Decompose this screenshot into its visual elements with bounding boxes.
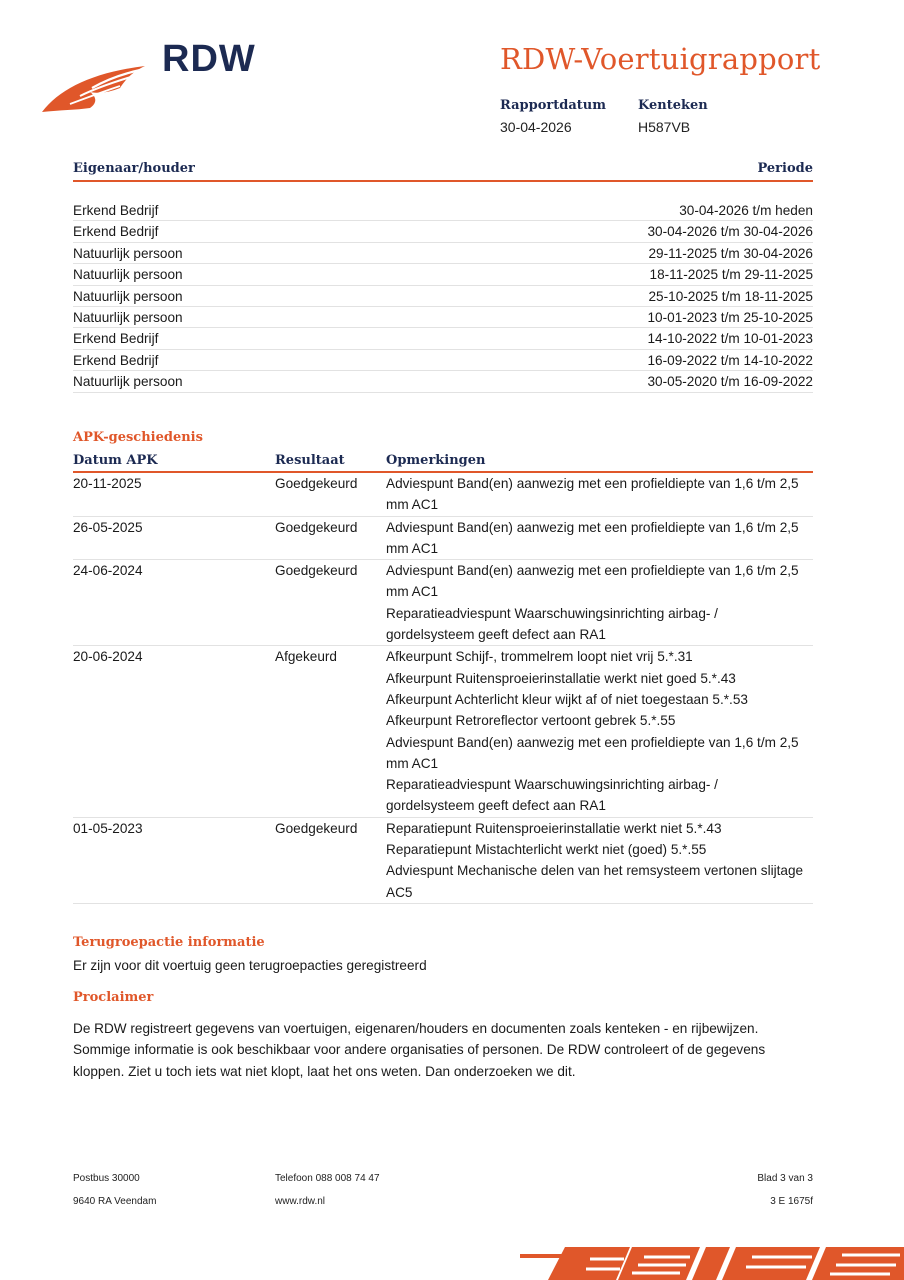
logo-text: RDW [162, 38, 256, 80]
apk-col-remarks: Opmerkingen [386, 453, 486, 468]
period-cell: 25-10-2025 t/m 18-11-2025 [648, 288, 813, 304]
table-row [73, 517, 813, 561]
owner-cell: Natuurlijk persoon [73, 245, 183, 261]
table-row [73, 818, 813, 904]
report-title: RDW-Voertuigrapport [500, 42, 821, 76]
owner-cell: Natuurlijk persoon [73, 374, 183, 390]
remark-line: Reparatiepunt Mistachterlicht werkt niet (goed) 5.*.55 [386, 842, 707, 858]
decorative-stripes-icon [520, 1243, 904, 1280]
report-date [500, 98, 606, 135]
owner-cell: Erkend Bedrijf [73, 203, 159, 218]
apk-result-cell: Goedgekeurd [275, 563, 358, 579]
report-date-value: 30-04-2026 [500, 119, 572, 135]
proclaimer-text [73, 1018, 793, 1082]
apk-remarks-cell [386, 818, 806, 903]
period-cell: 29-11-2025 t/m 30-04-2026 [648, 245, 813, 261]
table-row [73, 200, 813, 221]
footer-phone: Telefoon 088 008 74 47 [275, 1173, 380, 1184]
rdw-wing-icon [40, 58, 150, 120]
period-cell: 16-09-2022 t/m 14-10-2022 [647, 352, 813, 368]
apk-date-cell: 01-05-2023 [73, 820, 143, 836]
table-row [73, 243, 813, 264]
owner-cell: Natuurlijk persoon [73, 309, 183, 325]
table-row [73, 264, 813, 285]
owner-cell: Natuurlijk persoon [73, 267, 183, 283]
apk-table [73, 473, 813, 904]
report-date-label: Rapportdatum [500, 98, 606, 113]
remark-line: Reparatieadviespunt Waarschuwingsinrichting airbag- / gordelsysteem geeft defect aan RA1 [386, 777, 718, 814]
apk-col-date: Datum APK [73, 453, 158, 468]
period-cell: 14-10-2022 t/m 10-01-2023 [647, 331, 813, 347]
proclaimer-line: De RDW registreert gegevens van voertuigen, eigenaren/houders en documenten zoals kenteken - en rijbewijzen. [73, 1021, 759, 1036]
owners-table [73, 200, 813, 393]
apk-result-cell: Goedgekeurd [275, 476, 358, 491]
apk-remarks-cell [386, 560, 806, 645]
recall-section-title: Terugroepactie informatie [73, 935, 265, 950]
apk-col-result: Resultaat [275, 453, 345, 468]
apk-remarks-cell [386, 646, 806, 816]
apk-section-title: APK-geschiedenis [73, 430, 203, 445]
footer-postbus: Postbus 30000 [73, 1173, 140, 1184]
remark-line: Afkeurpunt Achterlicht kleur wijkt af of niet toegestaan 5.*.53 [386, 691, 748, 707]
owners-col-period: Periode [757, 161, 813, 176]
apk-date-cell: 20-11-2025 [73, 476, 142, 491]
table-row [73, 371, 813, 392]
footer-page-number: Blad 3 van 3 [757, 1173, 813, 1184]
period-cell: 30-04-2026 t/m heden [679, 203, 813, 218]
period-cell: 30-05-2020 t/m 16-09-2022 [647, 374, 813, 390]
footer-code: 3 E 1675f [770, 1196, 813, 1207]
table-row [73, 646, 813, 817]
owner-cell: Natuurlijk persoon [73, 288, 183, 304]
period-cell: 10-01-2023 t/m 25-10-2025 [647, 309, 813, 325]
table-row [73, 328, 813, 349]
footer-city: 9640 RA Veendam [73, 1196, 157, 1207]
owner-cell: Erkend Bedrijf [73, 224, 159, 240]
proclaimer-section-title: Proclaimer [73, 990, 154, 1005]
table-row [73, 473, 813, 517]
remark-line: Adviespunt Band(en) aanwezig met een profieldiepte van 1,6 t/m 2,5 mm AC1 [386, 519, 799, 556]
apk-result-cell: Goedgekeurd [275, 519, 358, 535]
period-cell: 30-04-2026 t/m 30-04-2026 [647, 224, 813, 240]
license-plate-label: Kenteken [638, 98, 708, 113]
rdw-logo [40, 38, 256, 120]
apk-table-header [73, 452, 813, 473]
remark-line: Afkeurpunt Retroreflector vertoont gebrek 5.*.55 [386, 713, 676, 729]
apk-date-cell: 24-06-2024 [73, 563, 143, 579]
license-plate [638, 98, 708, 135]
remark-line: Adviespunt Band(en) aanwezig met een profieldiepte van 1,6 t/m 2,5 mm AC1 [386, 476, 799, 513]
table-row [73, 307, 813, 328]
table-row [73, 350, 813, 371]
owners-col-owner: Eigenaar/houder [73, 161, 195, 176]
remark-line: Adviespunt Band(en) aanwezig met een profieldiepte van 1,6 t/m 2,5 mm AC1 [386, 563, 799, 600]
remark-line: Reparatieadviespunt Waarschuwingsinrichting airbag- / gordelsysteem geeft defect aan RA1 [386, 605, 718, 643]
license-plate-value: H587VB [638, 119, 691, 135]
recall-text: Er zijn voor dit voertuig geen terugroepacties geregistreerd [73, 958, 427, 973]
period-cell: 18-11-2025 t/m 29-11-2025 [649, 267, 813, 283]
table-row [73, 221, 813, 242]
apk-result-cell: Goedgekeurd [275, 820, 358, 836]
remark-line: Afkeurpunt Ruitensproeierinstallatie werkt niet goed 5.*.43 [386, 670, 736, 686]
apk-remarks-cell [386, 473, 806, 516]
apk-remarks-cell [386, 517, 806, 560]
owner-cell: Erkend Bedrijf [73, 331, 159, 347]
remark-line: Afkeurpunt Schijf-, trommelrem loopt niet vrij 5.*.31 [386, 649, 693, 665]
footer-website: www.rdw.nl [275, 1196, 326, 1207]
owners-table-header [73, 160, 813, 182]
table-row [73, 286, 813, 307]
table-row [73, 560, 813, 646]
proclaimer-line: kloppen. Ziet u toch iets wat niet klopt, laat het ons weten. Dan onderzoeken we dit. [73, 1063, 576, 1079]
apk-date-cell: 26-05-2025 [73, 519, 143, 535]
proclaimer-line: Sommige informatie is ook beschikbaar voor andere organisaties of personen. De RDW controleert of de gegevens [73, 1042, 766, 1058]
remark-line: Adviespunt Band(en) aanwezig met een profieldiepte van 1,6 t/m 2,5 mm AC1 [386, 734, 799, 771]
owner-cell: Erkend Bedrijf [73, 352, 159, 368]
apk-result-cell: Afgekeurd [275, 649, 337, 665]
apk-date-cell: 20-06-2024 [73, 649, 143, 665]
remark-line: Adviespunt Mechanische delen van het remsysteem vertonen slijtage AC5 [386, 863, 804, 900]
remark-line: Reparatiepunt Ruitensproeierinstallatie werkt niet 5.*.43 [386, 820, 722, 836]
